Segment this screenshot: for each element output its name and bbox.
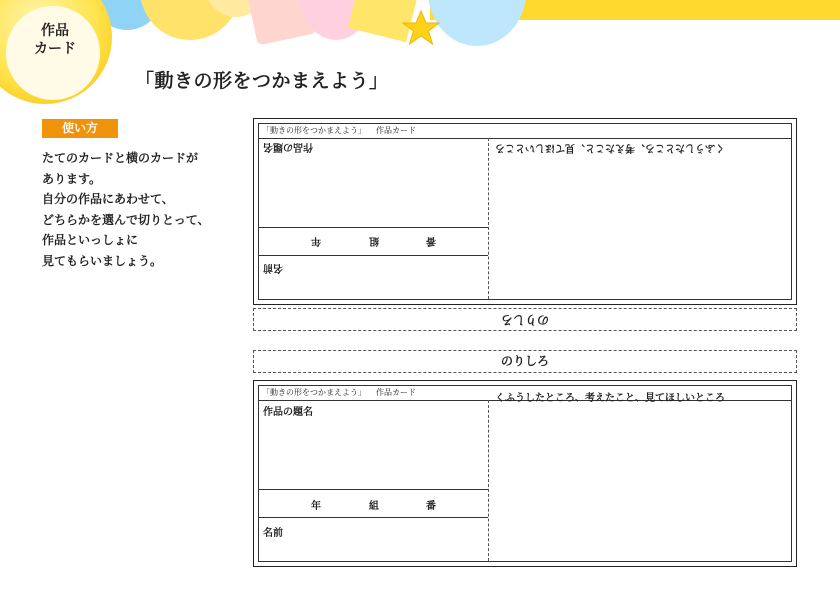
glue-strip-top bbox=[253, 308, 797, 331]
card-top-name-label: 名前 bbox=[263, 262, 283, 273]
card-bottom-inner bbox=[258, 385, 792, 562]
card-top-class-label: 組 bbox=[369, 235, 379, 246]
card-top-number-label: 番 bbox=[426, 235, 436, 246]
glue-strip-bottom bbox=[253, 350, 797, 373]
card-top-work-title-label: 作品の題名 bbox=[263, 141, 313, 152]
card-bottom-work-title-label: 作品の題名 bbox=[263, 407, 313, 418]
badge-label: 作品 カード bbox=[34, 23, 76, 57]
card-bottom-header-title: 「動きの形をつかまえよう」 bbox=[262, 388, 366, 397]
card-bottom-number-label: 番 bbox=[426, 501, 436, 512]
card-bottom-class-label: 組 bbox=[369, 501, 379, 512]
card-top-grade-section bbox=[259, 227, 488, 256]
card-bottom-grade-label: 年 bbox=[311, 501, 321, 512]
glue-label-bottom: のりしろ bbox=[500, 354, 549, 368]
howto-label: 使い方 bbox=[42, 119, 118, 138]
card-top bbox=[253, 118, 797, 305]
card-bottom-name-label: 名前 bbox=[263, 528, 283, 539]
card-bottom-title-section bbox=[259, 400, 488, 490]
card-top-points-label: くふうしたところ、考えたこと、見てほしいところ bbox=[495, 142, 725, 153]
card-bottom-points-label: くふうしたところ、考えたこと、見てほしいところ bbox=[495, 393, 725, 404]
card-bottom bbox=[253, 380, 797, 567]
card-top-grade-label: 年 bbox=[311, 235, 321, 246]
howto-text: たてのカードと横のカードが あります。 自分の作品にあわせて、 どちらかを選んで切りとって、 作品といっしょに 見てもらいましょう。 bbox=[42, 151, 210, 268]
card-bottom-header-label: 作品カード bbox=[376, 388, 416, 397]
card-top-header-title: 「動きの形をつかまえよう」 bbox=[262, 126, 366, 135]
card-top-inner bbox=[258, 123, 792, 300]
card-top-header-label: 作品カード bbox=[376, 126, 416, 135]
card-top-left-column bbox=[259, 138, 489, 299]
card-bottom-left-column bbox=[259, 400, 489, 561]
page-title: 「動きの形をつかまえよう」 bbox=[135, 70, 389, 92]
glue-label-top: のりしろ bbox=[500, 313, 549, 327]
card-bottom-grade-section bbox=[259, 489, 488, 518]
card-top-title-section bbox=[259, 138, 488, 228]
star-icon bbox=[402, 10, 440, 46]
card-top-header bbox=[259, 124, 791, 139]
